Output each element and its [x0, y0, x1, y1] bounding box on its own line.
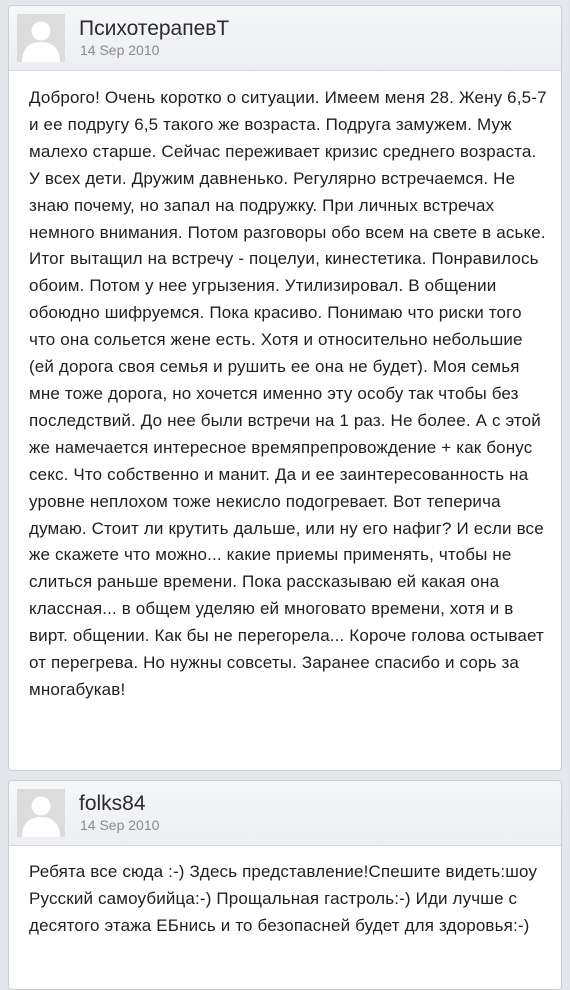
default-avatar-icon [17, 789, 65, 837]
default-avatar-icon [17, 14, 65, 62]
post-author[interactable]: ПсихотерапевТ [79, 17, 230, 40]
avatar[interactable] [17, 789, 65, 837]
avatar[interactable] [17, 14, 65, 62]
post-date: 14 Sep 2010 [80, 817, 160, 833]
post-header [9, 781, 561, 846]
post [8, 780, 562, 990]
post-body: Ребята все сюда :-) Здесь представление!Спешите видеть:шоу Русский самоубийца:-) Прощальная гастроль:-) Иди лучше с десятого этажа ЕБнись и то безопасней будет для здоровья:-) [29, 862, 538, 935]
post-body: Доброго! Очень коротко о ситуации. Имеем меня 28. Жену 6,5-7 и ее подругу 6,5 такого же возраста. Подруга замужем. Муж малехо старше. Сейчас переживает кризис среднего возраста. У всех дети. Дружим давненько. Регулярно встречаемся. Не знаю почему, но запал на подружку. При личных встречах немного внимания. Потом разговоры обо всем на свете в аське. Итог вытащил на встречу - поцелуи, кинестетика. Понравилось обоим. Потом у нее угрызения. Утилизировал. В общении обоюдно шифруемся. Пока красиво. Понимаю что риски того что она сольется жене есть. Хотя и относительно небольшие (ей дорога своя семья и рушить ее она не будет). Моя семья мне тоже дорога, но хочется именно эту особу так чтобы без последствий. До нее были встречи на 1 раз. Не более. А с этой же намечается интересное времяпрепровождение + как бонус секс. Что собственно и манит. Да и ее заинтересованность на уровне неплохом тоже некисло подогревает. Вот теперича думаю. Стоит ли крутить дальше, или ну его нафиг? И если все же скажете что можно... какие приемы применять, чтобы не слиться раньше времени. Пока рассказываю ей какая она классная... в общем уделяю ей многовато времени, хотя и в вирт. общении. Как бы не перегорела... Короче голова остывает от перегрева. Но нужны совсеты. Заранее спасибо и сорь за многабукав! [29, 88, 547, 699]
post [8, 5, 562, 771]
post-header [9, 6, 561, 71]
post-author[interactable]: folks84 [79, 792, 146, 815]
post-date: 14 Sep 2010 [80, 42, 160, 58]
